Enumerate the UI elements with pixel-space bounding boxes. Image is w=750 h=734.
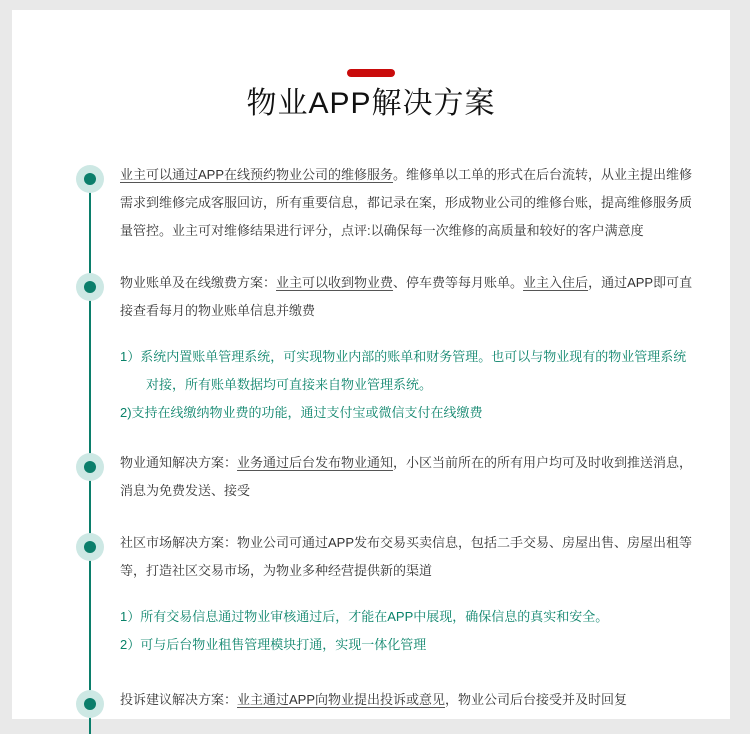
timeline-item-complaint — [12, 686, 730, 714]
timeline-item-notice — [12, 449, 730, 505]
timeline-dot — [76, 690, 104, 718]
text-segment-underlined: 业主可以通过APP在线预约物业公司的维修服务 — [120, 167, 394, 182]
timeline-dot — [76, 533, 104, 561]
text-segment-underlined: 业主通过APP向物业提出投诉或意见 — [237, 692, 446, 707]
timeline-item-market — [12, 529, 730, 585]
item-text — [120, 269, 694, 325]
numbered-point: 1）所有交易信息通过物业审核通过后，才能在APP中展现，确保信息的真实和安全。 — [120, 609, 609, 624]
timeline-dot — [76, 165, 104, 193]
timeline-dot — [76, 273, 104, 301]
timeline-subitem-market-notes — [12, 603, 730, 659]
timeline-dot-inner — [84, 698, 96, 710]
text-segment: 投诉建议解决方案： — [120, 692, 238, 707]
text-segment: 物业账单及在线缴费方案： — [120, 275, 277, 290]
text-segment: 。维修单以工单的形式在后台流转，从业主提出维修需求到维修完成客服回访，所有重要信息，都记录在案，形成物业公司的维修台账，提高维修服务质量管控。业主可对维修结果进行评分，点评:以确保每一次维修的高质量和较好的客户满意度 — [120, 167, 693, 238]
timeline-item-repair — [12, 161, 730, 245]
numbered-point: 1）系统内置账单管理系统，可实现物业内部的账单和财务管理。也可以与物业现有的物业管理系统对接，所有账单数据均可直接来自物业管理系统。 — [120, 349, 687, 392]
item-text — [120, 529, 694, 585]
item-text — [120, 449, 694, 505]
content-card — [12, 10, 730, 719]
timeline-subitem-billing-notes — [12, 343, 730, 427]
timeline-dot-inner — [84, 281, 96, 293]
text-segment-underlined: 业务通过后台发布物业通知 — [237, 455, 394, 470]
text-segment-underlined: 业主入住后 — [523, 275, 589, 290]
timeline-item-billing — [12, 269, 730, 325]
item-text — [120, 686, 694, 714]
text-segment: 社区市场解决方案：物业公司可通过APP发布交易买卖信息，包括二手交易、房屋出售、房屋出租等等，打造社区交易市场，为物业多种经营提供新的渠道 — [120, 535, 693, 578]
timeline-dot-inner — [84, 173, 96, 185]
page-title: 物业APP解决方案 — [246, 87, 496, 120]
timeline-dot-inner — [84, 461, 96, 473]
text-segment: 、停车费等每月账单。 — [393, 275, 524, 290]
text-segment-underlined: 业主可以收到物业费 — [276, 275, 394, 290]
numbered-point: 2）可与后台物业租售管理模块打通，实现一体化管理 — [120, 637, 427, 652]
text-segment: 物业通知解决方案： — [120, 455, 238, 470]
text-segment: ，通过APP即可直接查看每月的物业账单信息并缴费 — [120, 275, 693, 318]
item-text — [120, 161, 694, 245]
solution-timeline — [12, 161, 730, 724]
timeline-dot — [76, 453, 104, 481]
numbered-point: 2)支持在线缴纳物业费的功能，通过支付宝或微信支付在线缴费 — [120, 405, 483, 420]
timeline-dot-inner — [84, 541, 96, 553]
title-accent-bar — [347, 69, 395, 77]
text-segment: ，物业公司后台接受并及时回复 — [445, 692, 628, 707]
text-segment: ，小区当前所在的所有用户均可及时收到推送消息，消息为免费发送、接受 — [120, 455, 693, 498]
